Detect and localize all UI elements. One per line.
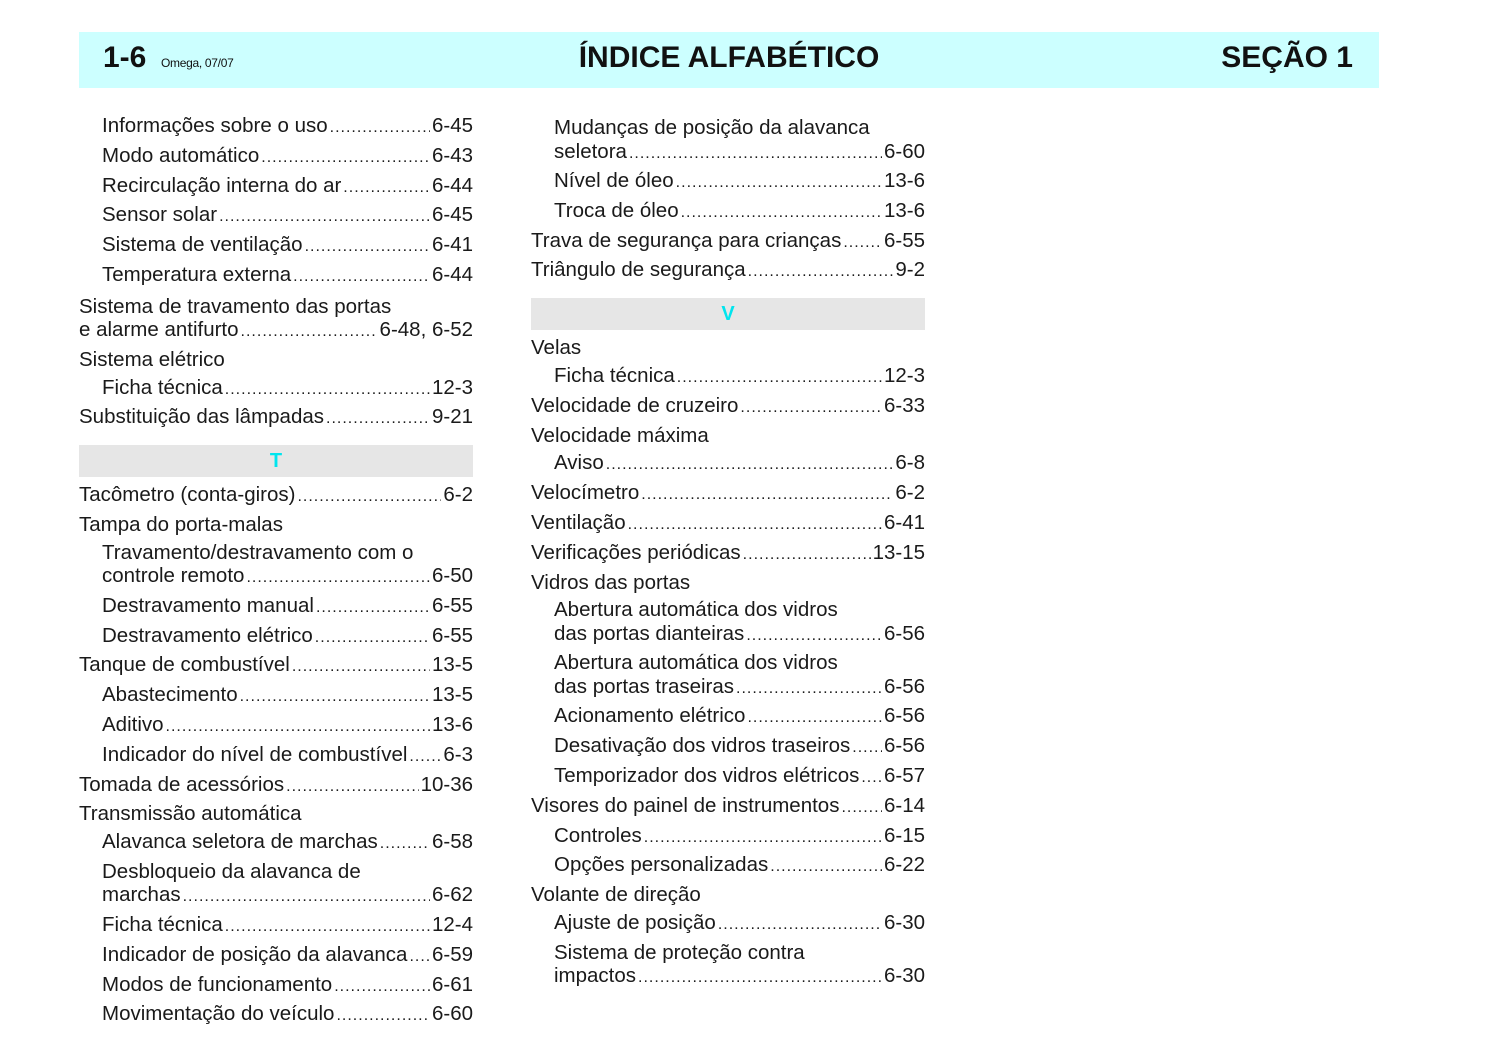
entry-term: Mudanças de posição da alavanca bbox=[554, 116, 870, 139]
entry-page: 13-5 bbox=[431, 653, 473, 677]
entry-term: Indicador de posição da alavanca bbox=[102, 942, 408, 966]
entry-page: 6-59 bbox=[431, 942, 473, 966]
entry-page: 6-50 bbox=[431, 564, 473, 588]
index-entry bbox=[79, 1000, 473, 1030]
entry-term: Abastecimento bbox=[102, 683, 238, 707]
index-entry bbox=[79, 971, 473, 1001]
entry-page: 6-43 bbox=[431, 143, 473, 167]
index-entry bbox=[79, 592, 473, 622]
entry-term-cont: marchas bbox=[102, 883, 181, 907]
entry-term: Informações sobre o uso bbox=[102, 114, 328, 137]
entry-term: Verificações periódicas bbox=[531, 540, 741, 564]
index-entry bbox=[531, 197, 925, 227]
index-entry bbox=[79, 681, 473, 711]
entry-term: Opções personalizadas bbox=[554, 853, 769, 877]
entry-page: 6-33 bbox=[883, 393, 925, 417]
index-entry bbox=[79, 741, 473, 771]
index-entry bbox=[531, 539, 925, 569]
entry-term: Ficha técnica bbox=[102, 912, 223, 936]
index-entry bbox=[531, 227, 925, 257]
entry-page: 6-44 bbox=[431, 173, 473, 197]
entry-term: Tacômetro (conta-giros) bbox=[79, 483, 296, 507]
entry-page: 13-6 bbox=[883, 169, 925, 192]
index-entry bbox=[531, 334, 925, 362]
index-entry bbox=[531, 422, 925, 450]
entry-page: 6-2 bbox=[895, 481, 925, 505]
entry-term-cont: impactos bbox=[554, 964, 637, 988]
entry-term-cont: seletora bbox=[554, 139, 627, 163]
entry-page: 6-57 bbox=[883, 763, 925, 787]
entry-term: Ventilação bbox=[531, 510, 626, 534]
entry-page: 6-60 bbox=[431, 1002, 473, 1026]
index-entry bbox=[79, 142, 473, 172]
entry-term: Troca de óleo bbox=[554, 198, 679, 222]
index-entry bbox=[79, 261, 473, 291]
entry-term: Movimentação do veículo bbox=[102, 1002, 335, 1026]
index-entry-multiline bbox=[79, 860, 473, 909]
entry-page: 6-56 bbox=[883, 734, 925, 758]
entry-term: Desbloqueio da alavanca de bbox=[102, 859, 361, 883]
index-entry bbox=[531, 762, 925, 792]
entry-term: Tampa do porta-malas bbox=[79, 512, 283, 536]
index-entry bbox=[79, 374, 473, 404]
index-entry bbox=[79, 911, 473, 941]
letter-heading-v: V bbox=[531, 298, 925, 330]
entry-term: Abertura automática dos vidros bbox=[554, 598, 838, 622]
index-entry bbox=[79, 481, 473, 511]
index-entry bbox=[531, 569, 925, 597]
entry-page: 6-30 bbox=[883, 964, 925, 988]
index-entry-multiline bbox=[79, 541, 473, 590]
entry-term: Sistema elétrico bbox=[79, 347, 225, 371]
entry-page: 13-6 bbox=[431, 712, 473, 736]
entry-term: Destravamento manual bbox=[102, 593, 314, 617]
entry-page: 9-21 bbox=[431, 405, 473, 429]
index-entry bbox=[531, 732, 925, 762]
entry-term: Modo automático bbox=[102, 143, 260, 167]
entry-page: 6-22 bbox=[883, 853, 925, 877]
index-entry bbox=[79, 511, 473, 539]
index-entry bbox=[79, 172, 473, 202]
entry-page: 6-56 bbox=[883, 674, 925, 698]
letter-heading-t: T bbox=[79, 445, 473, 477]
index-entry bbox=[531, 479, 925, 509]
entry-term-cont: controle remoto bbox=[102, 564, 245, 588]
index-column-left bbox=[79, 112, 473, 1030]
entry-term: Acionamento elétrico bbox=[554, 704, 746, 728]
entry-term: Abertura automática dos vidros bbox=[554, 651, 838, 675]
entry-page: 12-3 bbox=[431, 375, 473, 399]
index-entry bbox=[79, 622, 473, 652]
index-entry-multiline bbox=[531, 941, 925, 990]
entry-page: 10-36 bbox=[420, 772, 473, 796]
entry-page: 6-56 bbox=[883, 621, 925, 645]
entry-term: Volante de direção bbox=[531, 883, 701, 907]
index-entry-multiline bbox=[531, 651, 925, 700]
entry-term: Temporizador dos vidros elétricos bbox=[554, 763, 860, 787]
entry-term: Travamento/destravamento com o bbox=[102, 540, 414, 564]
index-entry bbox=[79, 651, 473, 681]
entry-page: 13-5 bbox=[431, 683, 473, 707]
entry-term: Sensor solar bbox=[102, 203, 218, 227]
entry-term: Destravamento elétrico bbox=[102, 623, 313, 647]
index-column-right bbox=[531, 112, 925, 990]
entry-page: 6-61 bbox=[431, 972, 473, 996]
index-entry bbox=[531, 792, 925, 822]
index-entry bbox=[79, 346, 473, 374]
entry-term: Visores do painel de instrumentos bbox=[531, 793, 840, 817]
entry-term: Recirculação interna do ar bbox=[102, 173, 342, 197]
index-entry bbox=[531, 851, 925, 881]
index-entry bbox=[531, 509, 925, 539]
index-entry bbox=[531, 449, 925, 479]
index-entry bbox=[79, 828, 473, 858]
index-entry-multiline bbox=[531, 598, 925, 647]
entry-term: Tanque de combustível bbox=[79, 653, 290, 677]
index-entry bbox=[79, 941, 473, 971]
index-entry bbox=[531, 256, 925, 286]
entry-page: 6-60 bbox=[883, 139, 925, 163]
entry-term: Sistema de ventilação bbox=[102, 233, 303, 257]
entry-page: 6-41 bbox=[431, 233, 473, 257]
index-entry bbox=[79, 771, 473, 801]
entry-page: 6-58 bbox=[431, 830, 473, 854]
entry-page: 6-30 bbox=[883, 910, 925, 934]
entry-page: 6-2 bbox=[443, 483, 473, 507]
entry-term: Ficha técnica bbox=[554, 363, 675, 387]
index-entry-multiline bbox=[531, 116, 925, 165]
entry-term: Modos de funcionamento bbox=[102, 972, 333, 996]
index-entry bbox=[79, 201, 473, 231]
entry-term: Ajuste de posição bbox=[554, 910, 716, 934]
entry-term: Ficha técnica bbox=[102, 375, 223, 399]
index-entry bbox=[531, 362, 925, 392]
entry-page: 6-48, 6-52 bbox=[379, 318, 473, 342]
entry-term: Aditivo bbox=[102, 712, 164, 736]
entry-page: 9-2 bbox=[895, 258, 925, 282]
entry-page: 6-3 bbox=[443, 742, 473, 766]
index-entry bbox=[531, 167, 925, 197]
entry-page: 6-45 bbox=[431, 203, 473, 227]
index-entry-multiline bbox=[79, 295, 473, 344]
entry-term: Desativação dos vidros traseiros bbox=[554, 734, 851, 758]
entry-page: 13-15 bbox=[872, 540, 925, 564]
index-entry bbox=[531, 702, 925, 732]
entry-term: Controles bbox=[554, 823, 642, 847]
entry-term: Triângulo de segurança bbox=[531, 258, 746, 282]
entry-page: 6-56 bbox=[883, 704, 925, 728]
index-entry bbox=[531, 881, 925, 909]
entry-term: Nível de óleo bbox=[554, 169, 674, 192]
index-entry bbox=[79, 403, 473, 433]
entry-term: Sistema de proteção contra bbox=[554, 940, 805, 964]
index-entry bbox=[531, 822, 925, 852]
entry-page: 6-8 bbox=[895, 451, 925, 475]
entry-term-cont: das portas dianteiras bbox=[554, 621, 745, 645]
index-entry bbox=[79, 711, 473, 741]
entry-term: Trava de segurança para crianças bbox=[531, 228, 842, 252]
entry-page: 6-55 bbox=[431, 593, 473, 617]
entry-page: 6-55 bbox=[883, 228, 925, 252]
entry-page: 6-41 bbox=[883, 510, 925, 534]
entry-term: Sistema de travamento das portas bbox=[79, 294, 392, 318]
entry-term: Indicador do nível de combustível bbox=[102, 742, 408, 766]
entry-page: 12-3 bbox=[883, 363, 925, 387]
entry-page: 6-14 bbox=[883, 793, 925, 817]
entry-term: Velocidade máxima bbox=[531, 423, 709, 447]
entry-page: 6-45 bbox=[431, 114, 473, 137]
entry-term: Velas bbox=[531, 336, 582, 360]
entry-page: 12-4 bbox=[431, 912, 473, 936]
entry-term: Substituição das lâmpadas bbox=[79, 405, 325, 429]
section-label: SEÇÃO 1 bbox=[1221, 41, 1353, 74]
entry-term: Aviso bbox=[554, 451, 604, 475]
page-header bbox=[79, 32, 1379, 88]
entry-page: 6-55 bbox=[431, 623, 473, 647]
entry-page: 13-6 bbox=[883, 198, 925, 222]
entry-term-cont: das portas traseiras bbox=[554, 674, 735, 698]
entry-page: 6-44 bbox=[431, 262, 473, 286]
index-entry bbox=[531, 392, 925, 422]
entry-term: Vidros das portas bbox=[531, 570, 691, 594]
page-title: ÍNDICE ALFABÉTICO bbox=[578, 41, 880, 74]
entry-page: 6-15 bbox=[883, 823, 925, 847]
entry-term: Velocímetro bbox=[531, 481, 640, 505]
index-entry bbox=[79, 231, 473, 261]
index-entry bbox=[531, 909, 925, 939]
entry-term: Velocidade de cruzeiro bbox=[531, 393, 739, 417]
entry-term: Transmissão automática bbox=[79, 802, 302, 826]
entry-term: Alavanca seletora de marchas bbox=[102, 830, 378, 854]
page-subtitle: Omega, 07/07 bbox=[161, 56, 234, 70]
index-entry bbox=[79, 800, 473, 828]
entry-page: 6-62 bbox=[431, 883, 473, 907]
entry-term: Temperatura externa bbox=[102, 262, 292, 286]
index-entry bbox=[79, 112, 473, 142]
page-number: 1-6 bbox=[103, 41, 147, 74]
entry-term: Tomada de acessórios bbox=[79, 772, 285, 796]
entry-term-cont: e alarme antifurto bbox=[79, 318, 239, 342]
